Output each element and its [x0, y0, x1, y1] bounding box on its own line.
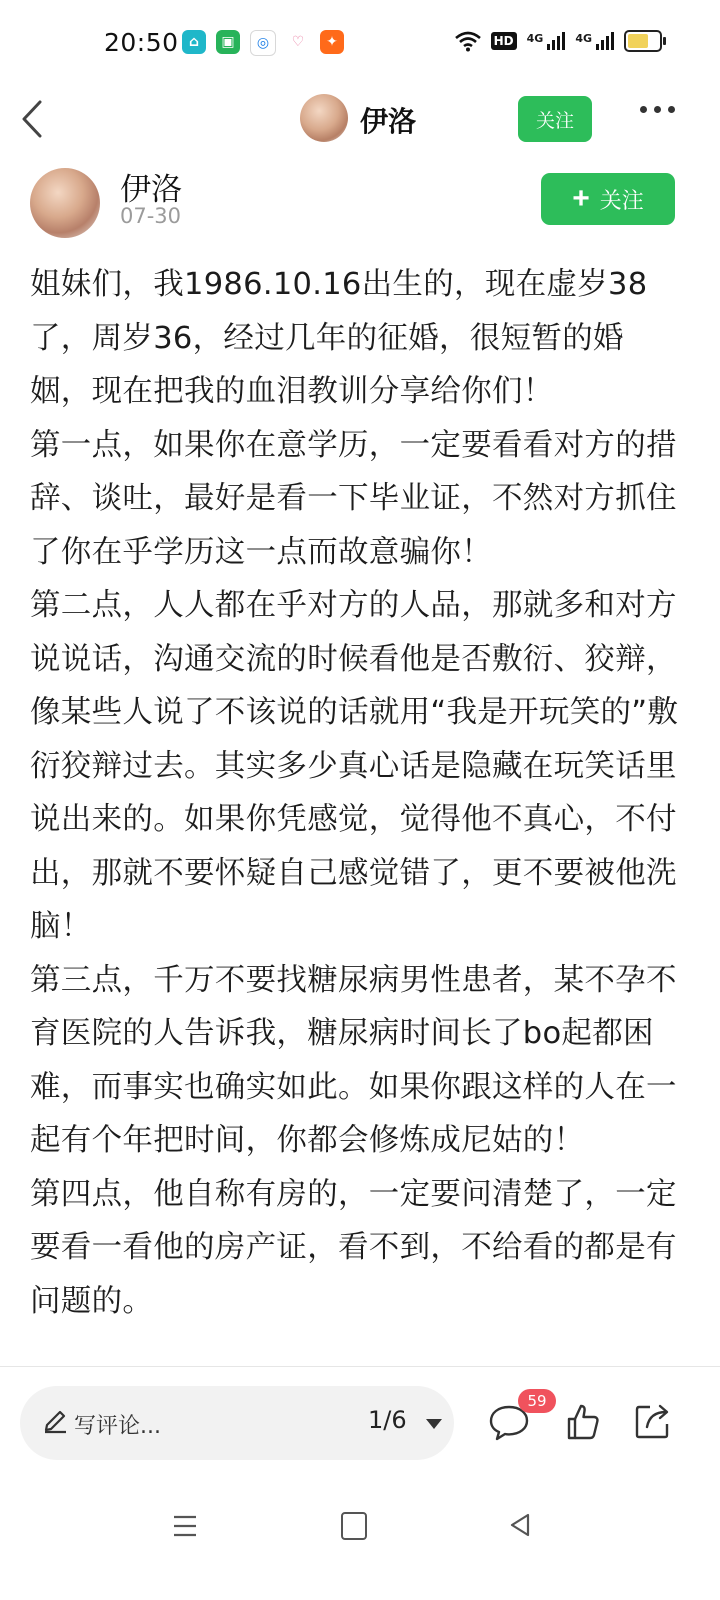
more-options-icon[interactable] — [640, 106, 675, 113]
signal-bar-icon — [596, 44, 599, 50]
signal-2 — [575, 32, 614, 50]
signal-bar-icon — [562, 32, 565, 50]
wifi-icon — [455, 30, 481, 52]
menu-icon[interactable] — [172, 1514, 198, 1538]
battery-level — [628, 34, 648, 48]
hd-icon: HD — [491, 32, 517, 50]
toolbar-divider — [0, 1366, 720, 1367]
comment-input[interactable] — [20, 1386, 454, 1460]
network-type-1: 4G — [526, 32, 544, 45]
pencil-icon — [42, 1408, 68, 1434]
follow-label: 关注 — [599, 187, 644, 213]
nav-title: 伊洛 — [360, 105, 417, 138]
heart-app-icon: ♡ — [286, 30, 310, 54]
plus-icon: + — [572, 182, 590, 215]
share-icon[interactable] — [634, 1402, 672, 1440]
article-body — [30, 258, 680, 1328]
home-app-icon: ⌂ — [182, 30, 206, 54]
article-paragraph: 第三点，千万不要找糖尿病男性患者，某不孕不育医院的人告诉我，糖尿病时间长了bo起都困难，而事实也确实如此。如果你跟这样的人在一起有个年把时间，你都会修炼成尼姑的！ — [30, 962, 677, 1158]
nav-follow-button[interactable]: 关注 — [518, 96, 592, 142]
taobao-app-icon: ✦ — [320, 30, 344, 54]
nav-avatar[interactable] — [300, 94, 348, 142]
article-paragraph: 第二点，人人都在乎对方的人品，那就多和对方说说话，沟通交流的时候看他是否敷衍、狡辩，像某些人说了不该说的话就用“我是开玩笑的”敷衍狡辩过去。其实多少真心话是隐藏在玩笑话里说出来的。如果你凭感觉，觉得他不真心，不付出，那就不要怀疑自己感觉错了，更不要被他洗脑！ — [30, 588, 679, 944]
more-dot — [654, 106, 661, 113]
top-nav-bar — [0, 88, 720, 150]
signal-bar-icon — [606, 36, 609, 50]
signal-bar-icon — [552, 40, 555, 50]
battery-icon — [624, 30, 662, 52]
signal-1 — [527, 32, 566, 50]
notification-icons — [182, 30, 344, 56]
author-avatar[interactable] — [30, 168, 100, 238]
signal-bar-icon — [611, 32, 614, 50]
status-bar — [0, 0, 720, 88]
system-nav-bar — [0, 1490, 720, 1600]
more-dot — [640, 106, 647, 113]
thumbs-up-icon[interactable] — [566, 1402, 600, 1442]
network-type-2: 4G — [575, 32, 592, 45]
caret-down-icon[interactable] — [426, 1419, 442, 1429]
home-square-icon[interactable] — [341, 1512, 367, 1540]
comment-count-badge: 59 — [518, 1389, 556, 1413]
page-indicator[interactable]: 1/6 — [368, 1406, 407, 1434]
browser-app-icon: ◎ — [250, 30, 276, 56]
author-name[interactable]: 伊洛 — [120, 172, 182, 208]
comment-placeholder: 写评论... — [74, 1414, 161, 1439]
article-paragraph: 姐妹们，我1986.10.16出生的，现在虚岁38了，周岁36，经过几年的征婚，很短暂的婚姻，现在把我的血泪教训分享给你们！ — [30, 267, 648, 409]
article-paragraph: 第四点，他自称有房的，一定要问清楚了，一定要看一看他的房产证，看不到，不给看的都是有问题的。 — [30, 1176, 677, 1319]
back-arrow-icon[interactable] — [18, 98, 50, 140]
more-dot — [668, 106, 675, 113]
status-time: 20:50 — [104, 28, 179, 57]
signal-bar-icon — [557, 36, 560, 50]
signal-bar-icon — [547, 44, 550, 50]
signal-bar-icon — [601, 40, 604, 50]
status-right — [455, 30, 662, 52]
post-date: 07-30 — [120, 204, 182, 228]
system-back-icon[interactable] — [509, 1512, 531, 1538]
article-paragraph: 第一点，如果你在意学历，一定要看看对方的措辞、谈吐，最好是看一下毕业证，不然对方抓住了你在乎学历这一点而故意骗你！ — [30, 427, 677, 570]
follow-button[interactable] — [541, 173, 675, 225]
shop-app-icon: ▣ — [216, 30, 240, 54]
